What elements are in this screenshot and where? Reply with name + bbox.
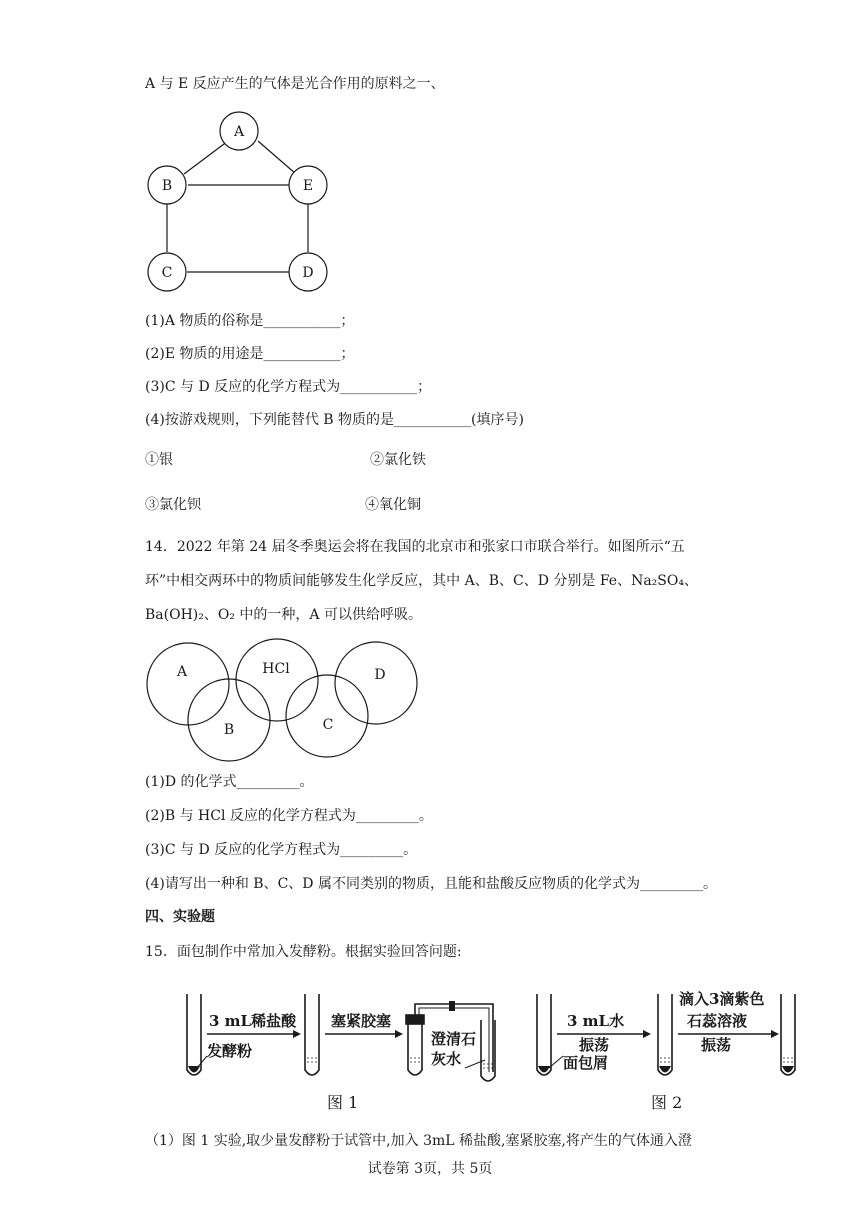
- fig2-label-water: 3 mL水: [567, 1012, 625, 1030]
- ring-a-label: A: [176, 664, 188, 680]
- fig2-label-litmus-2: 石蕊溶液: [687, 1012, 748, 1030]
- fig1-tube-3: [408, 1022, 422, 1075]
- q13-option-1: ①银: [145, 452, 173, 468]
- ring-hcl-label: HCl: [262, 661, 290, 677]
- q14-line1: 14．2022 年第 24 届冬季奥运会将在我国的北京市和张家口市联合举行。如图所示“五: [145, 539, 685, 555]
- q14-sub1: (1)D 的化学式_________。: [145, 774, 314, 790]
- fig2-label-shake-2: 振荡: [701, 1036, 732, 1054]
- fig2-tube-1: [537, 994, 551, 1075]
- q14-five-rings-diagram: [140, 636, 425, 764]
- fig1-label-limewater-2: 灰水: [431, 1050, 462, 1068]
- node-d-label: D: [302, 265, 314, 281]
- node-e-label: E: [302, 178, 314, 194]
- fig1-label-acid: 3 mL稀盐酸: [209, 1012, 297, 1030]
- ring-a: [147, 643, 229, 725]
- q13-pentagon-diagram: [140, 108, 350, 298]
- q13-option-4: ④氧化铜: [365, 497, 421, 513]
- ring-b: [188, 679, 270, 761]
- fig2-label-shake-1: 振荡: [579, 1036, 610, 1054]
- node-b-label: B: [161, 178, 173, 194]
- fig2-tube-2: [658, 994, 672, 1075]
- q14-line2: 环”中相交两环中的物质间能够发生化学反应，其中 A、B、C、D 分别是 Fe、Na₂SO₄、: [145, 573, 698, 589]
- fig1-label-limewater-1: 澄清石: [431, 1030, 477, 1048]
- node-c-label: C: [161, 265, 173, 281]
- fig2-tube-3: [781, 994, 795, 1075]
- q15-sub1: （1）图 1 实验,取少量发酵粉于试管中,加入 3mL 稀盐酸,塞紧胶塞,将产生的气体通入澄: [145, 1133, 692, 1149]
- fig2-label-litmus-1: 滴入3滴紫色: [679, 990, 765, 1008]
- section-title: 四、实验题: [145, 909, 215, 925]
- ring-c: [286, 675, 368, 757]
- q13-sub4: (4)按游戏规则，下列能替代 B 物质的是___________(填序号): [145, 412, 524, 428]
- q13-option-3: ③氯化钡: [145, 497, 201, 513]
- q13-option-2: ②氯化铁: [370, 452, 426, 468]
- ring-hcl: [236, 639, 318, 721]
- ring-d: [335, 642, 417, 724]
- q13-intro: A 与 E 反应产生的气体是光合作用的原料之一、: [145, 76, 445, 92]
- fig1-stopper: [406, 1015, 424, 1024]
- q13-sub2: (2)E 物质的用途是___________；: [145, 346, 355, 362]
- fig1-label-stopper: 塞紧胶塞: [331, 1012, 392, 1030]
- q14-line3: Ba(OH)₂、O₂ 中的一种，A 可以供给呼吸。: [145, 607, 422, 623]
- ring-c-label: C: [322, 717, 334, 733]
- fig1-label-powder: 发酵粉: [207, 1042, 253, 1060]
- fig2-label-bread: 面包屑: [563, 1054, 609, 1072]
- fig1-caption: 图 1: [327, 1093, 359, 1112]
- fig2-caption: 图 2: [651, 1093, 683, 1112]
- q13-sub3: (3)C 与 D 反应的化学方程式为___________；: [145, 379, 432, 395]
- q14-sub2: (2)B 与 HCl 反应的化学方程式为_________。: [145, 808, 433, 824]
- node-a-label: A: [233, 124, 245, 140]
- page-footer: 试卷第 3页，共 5页: [367, 1161, 493, 1177]
- ring-b-label: B: [223, 722, 235, 738]
- q14-sub4: (4)请写出一种和 B、C、D 属不同类别的物质，且能和盐酸反应物质的化学式为_________。: [145, 876, 717, 892]
- q14-sub3: (3)C 与 D 反应的化学方程式为_________。: [145, 842, 418, 858]
- ring-d-label: D: [374, 667, 386, 683]
- q15-intro: 15．面包制作中常加入发酵粉。根据实验回答问题:: [145, 944, 462, 960]
- q13-sub1: (1)A 物质的俗称是___________；: [145, 313, 355, 329]
- q15-experiment-figure: [175, 982, 815, 1114]
- fig1-tube-2: [305, 994, 319, 1075]
- fig1-tube-1: [187, 994, 201, 1075]
